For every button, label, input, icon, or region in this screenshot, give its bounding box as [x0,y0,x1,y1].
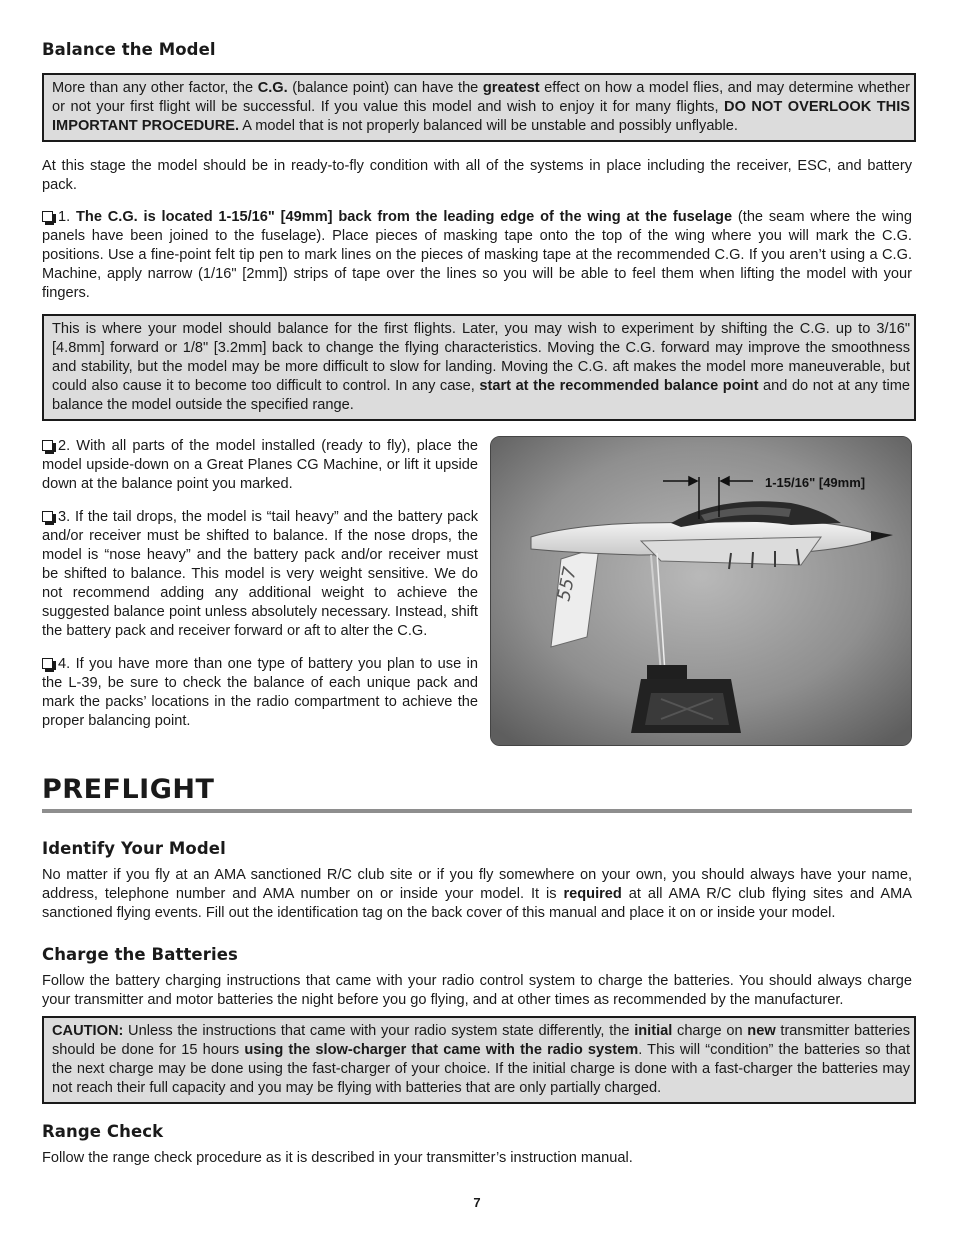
checkbox-icon[interactable] [42,440,53,451]
text: This is where your model should balance for the first flights. Later, you may wish to experiment by shifting the C.G. up to 3/16" [4.8mm] forward or 1/8" [3.2mm] back to change the flying characteristics. Moving the C.G. forward may improve the smoothness and stability, but the model may be more difficult to slow for landing. Moving the C.G. aft makes the model more maneuverable, but could also cause it to become too difficult to control. In any case, [52,321,910,394]
page-number: 7 [473,1195,481,1210]
text: Unless the instructions that came with your radio system state differently, the [123,1023,635,1039]
range-check-paragraph: Follow the range check procedure as it is described in your transmitter’s instruction manual. [42,1150,633,1166]
checkbox-icon[interactable] [42,511,53,522]
checkbox-icon[interactable] [42,211,53,222]
text: and do not at any time balance the model outside the specified range. [52,378,910,413]
text-bold: required [563,886,622,902]
text: . This will “condition” the batteries so that the next charge may be done using the fast-charger of your choice. If the initial charge is done with a fast-charger the batteries may not reach their full capacity and you may be flying with batteries that are only partially charged. [52,1042,911,1096]
text: transmitter batteries should be done for 15 hours [52,1023,911,1058]
steps-column [42,437,478,745]
text-bold: new [747,1023,776,1039]
text: at all AMA R/C club flying sites and AMA sanctioned flying events. Fill out the identification tag on the back cover of this manual and place it on or inside your model. [42,886,912,921]
text: No matter if you fly at an AMA sanctioned R/C club site or if you fly somewhere on your own, you should always have your name, address, telephone number and AMA number on or inside your model. It is [42,867,912,902]
text: (balance point) can have the [287,80,483,96]
text: charge on [672,1023,748,1039]
charge-heading: Charge the Batteries [42,945,238,964]
range-check-heading: Range Check [42,1122,164,1141]
charge-paragraph: Follow the battery charging instructions that came with your radio control system to charge the batteries. You should always charge your transmitter and motor batteries the night before you go flying, and at other times as recommended by the manufacturer. [42,973,912,1008]
balance-heading: Balance the Model [42,40,216,59]
text-bold: using the slow-charger that came with the radio system [244,1042,639,1058]
identify-heading: Identify Your Model [42,839,226,858]
text: (the seam where the wing panels have been joined to the fuselage). Place pieces of masking tape onto the top of the wing where you will mark the C.G. positions. Use a fine-point felt tip pen to mark lines on the pieces of masking tape at the recommended C.G. If you aren’t using a C.G. Machine, apply narrow (1/16" [2mm]) strips of tape over the lines so you will be able to feel them when lifting the model with your fingers. [42,209,912,301]
identify-paragraph [42,866,912,923]
checkbox-icon[interactable] [42,658,53,669]
text: 2. With all parts of the model installed (ready to fly), place the model upside-down on a Great Planes CG Machine, or lift it upside down at the balance point you marked. [42,438,478,492]
cg-machine-photo [490,436,912,746]
preflight-title: PREFLIGHT [42,774,912,813]
caution-box [42,1016,916,1104]
text-bold: The C.G. is located 1-15/16" [49mm] back from the leading edge of the wing at the fuselage [75,209,733,225]
text-bold: C.G. [257,80,288,96]
text-bold: DO NOT OVERLOOK THIS IMPORTANT PROCEDURE. [52,99,910,134]
ready-to-fly-paragraph: At this stage the model should be in ready-to-fly condition with all of the systems in place including the receiver, ESC, and battery pack. [42,158,912,193]
step-2 [42,437,478,494]
airplane-on-cg-machine-illustration [491,437,911,745]
text-bold: greatest [482,80,540,96]
cg-importance-box [42,73,916,142]
step-number: 1. [58,209,76,225]
caution-label: CAUTION: [52,1023,124,1039]
step-3 [42,508,478,641]
text-bold: initial [634,1023,673,1039]
step-1 [42,208,912,303]
tail-number-text: 557 [553,565,582,604]
text: More than any other factor, the [52,80,258,96]
text-bold: start at the recommended balance point [479,378,759,394]
cg-distance-label: 1-15/16" [49mm] [765,475,866,490]
text: A model that is not properly balanced will be unstable and possibly unflyable. [239,118,738,134]
step-4 [42,655,478,731]
text: effect on how a model flies, and may determine whether or not your first flight will be successful. If you value this model and wish to enjoy it for many flights, [52,80,910,115]
text: 4. If you have more than one type of battery you plan to use in the L-39, be sure to check the balance of each unique pack and mark the packs’ locations in the radio compartment to achieve the proper balancing point. [42,656,478,729]
cg-range-box [42,314,916,421]
text: 3. If the tail drops, the model is “tail heavy” and the battery pack and/or receiver must be shifted to balance. If the nose drops, the model is “nose heavy” and the battery pack and/or receiver must be shifted to balance. This model is very weight sensitive. We do not recommend adding any additional weight to achieve the suggested balance point unless absolutely necessary. Instead, shift the battery pack and receiver forward or aft to alter the C.G. [42,509,478,639]
